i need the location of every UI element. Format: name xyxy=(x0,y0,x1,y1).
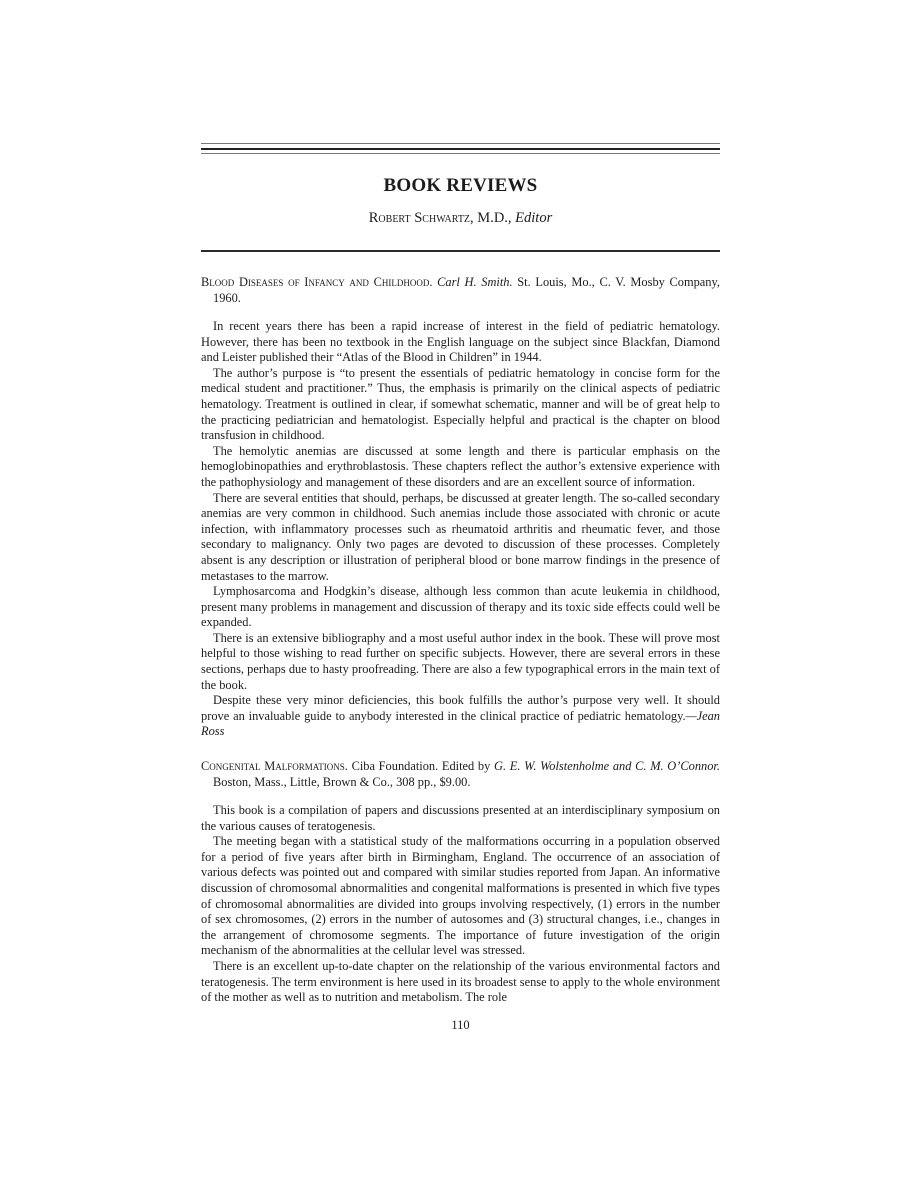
final-paragraph-text: Despite these very minor deficiencies, this book fulfills the author’s purpose very well. It should prove an invaluable guide to anybody interested in the clinical practice of pediatric hematology. xyxy=(201,693,720,723)
review-paragraph: There are several entities that should, perhaps, be discussed at greater length. The so-called secondary anemias are very common in childhood. Such anemias include those associated with chronic or acute infection, with inflammatory processes such as rheumatoid arthritis and rheumatic fever, and those secondary to malignancy. Only two pages are devoted to discussion of these processes. Completely absent is any description or illustration of peripheral blood or bone marrow findings in the presence of metastases to the marrow. xyxy=(201,490,720,583)
review-paragraph: There is an extensive bibliography and a most useful author index in the book. These will prove most helpful to those wishing to read further on specific subjects. However, there are several errors in these sections, perhaps due to hasty proofreading. There are also a few typographical errors in the main text of the book. xyxy=(201,630,720,692)
rule-line xyxy=(201,148,720,150)
review-paragraph: The meeting began with a statistical study of the malformations occurring in a population observed for a period of five years after birth in Birmingham, England. The occurrence of an association of various defects was pointed out and compared with similar studies reported from Japan. An informative discussion of chromosomal abnormalities and congenital malformations is presented in which five types of chromosomal abnormalities are divided into groups involving respectively, (1) errors in the number of sex chromosomes, (2) errors in the number of autosomes and (3) structural changes, i.e., changes in the arrangement of chromosome segments. The importance of future investigation of the origin mechanism of the abnormalities at the cellular level was stressed. xyxy=(201,834,720,958)
book-publication: Boston, Mass., Little, Brown & Co., 308 pp., $9.00. xyxy=(213,775,471,790)
review-blood-diseases xyxy=(201,274,720,740)
rule-line xyxy=(201,153,720,154)
review-body xyxy=(201,319,720,740)
editor-suffix: , M.D., xyxy=(470,210,516,226)
header-triple-rule xyxy=(201,143,720,159)
review-paragraph-final xyxy=(201,693,720,740)
review-paragraph: There is an excellent up-to-date chapter on the relationship of the various environmental factors and teratogenesis. The term environment is here used in its broadest sense to apply to the whole environment of the mother as well as to nutrition and metabolism. The role xyxy=(201,958,721,1005)
book-editors: G. E. W. Wolstenholme and C. M. O’Connor. xyxy=(494,759,720,774)
journal-page xyxy=(201,143,720,1033)
review-paragraph: This book is a compilation of papers and discussions presented at an interdisciplinary symposium on the various causes of teratogenesis. xyxy=(201,803,720,833)
book-author: Carl H. Smith. xyxy=(437,275,513,289)
book-title: Blood Diseases of Infancy and Childhood. xyxy=(201,275,433,289)
review-congenital-malformations xyxy=(201,758,720,1006)
page-number: 110 xyxy=(451,1017,470,1032)
review-citation xyxy=(201,758,720,790)
review-paragraph: The hemolytic anemias are discussed at some length and there is particular emphasis on the hemoglobinopathies and erythroblastosis. These chapters reflect the author’s extensive experience with the pathophysiology and management of these disorders and are an excellent source of information. xyxy=(201,443,720,489)
book-publication: St. Louis, Mo., C. V. Mosby Company, 1960. xyxy=(213,275,720,305)
review-paragraph: Lymphosarcoma and Hodgkin’s disease, although less common than acute leukemia in childhood, present many problems in management and discussion of therapy and its toxic side effects could well be expanded. xyxy=(201,584,720,630)
editor-role: Editor xyxy=(515,210,553,226)
book-organization: Ciba Foundation. Edited by xyxy=(351,759,491,774)
editor-name: Robert Schwartz xyxy=(368,210,471,226)
review-body xyxy=(201,803,720,1006)
review-paragraph: In recent years there has been a rapid increase of interest in the field of pediatric hematology. However, there has been no textbook in the English language on the subject since Blackfan, Diamond and Leister published their “Atlas of the Blood in Children” in 1944. xyxy=(201,319,720,365)
rule-line xyxy=(201,143,720,144)
review-citation xyxy=(201,274,720,306)
section-title: BOOK REVIEWS xyxy=(383,175,538,196)
section-editor xyxy=(201,210,720,227)
review-paragraph: The author’s purpose is “to present the essentials of pediatric hematology in concise form for the medical student and practitioner.” Thus, the emphasis is primarily on the clinical aspects of pediatric hematology. Treatment is outlined in clear, if somewhat schematic, manner and will be of great help to the practicing pediatrician and hematologist. Especially helpful and practical is the chapter on blood transfusion in childhood. xyxy=(201,365,720,443)
reviewer-signature: —Jean Ross xyxy=(201,708,720,739)
book-title: Congenital Malformations. xyxy=(201,759,348,774)
header-rule xyxy=(201,250,720,252)
